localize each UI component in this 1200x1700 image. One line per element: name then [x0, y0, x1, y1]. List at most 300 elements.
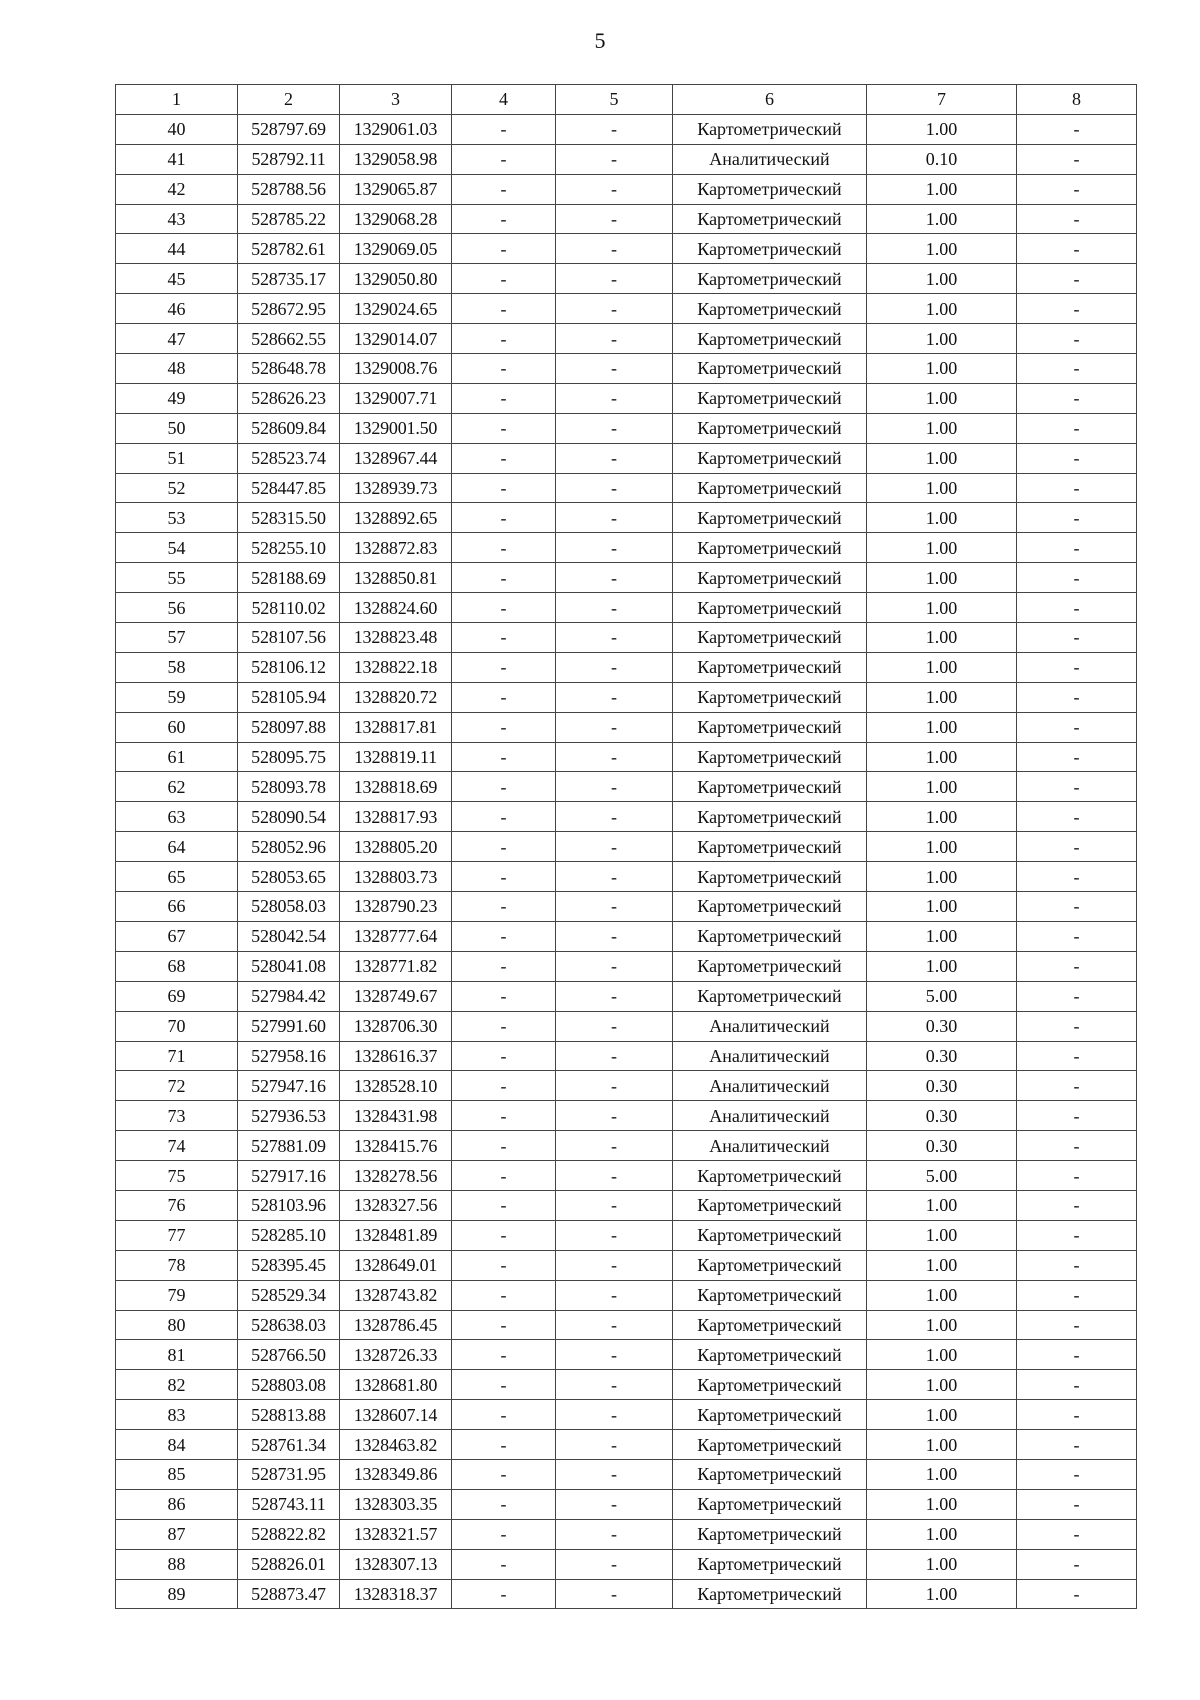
point-number-cell: 49 [116, 383, 238, 413]
table-row [116, 862, 1137, 892]
col4-cell: - [452, 1489, 556, 1519]
col5-cell: - [556, 1430, 673, 1460]
x-coordinate-cell: 528797.69 [238, 114, 340, 144]
method-cell: Картометрический [673, 1489, 867, 1519]
col5-cell: - [556, 652, 673, 682]
point-number-cell: 68 [116, 951, 238, 981]
method-cell: Картометрический [673, 1250, 867, 1280]
col5-cell: - [556, 1579, 673, 1609]
accuracy-cell: 1.00 [867, 652, 1017, 682]
x-coordinate-cell: 527936.53 [238, 1101, 340, 1131]
accuracy-cell: 1.00 [867, 832, 1017, 862]
col5-cell: - [556, 443, 673, 473]
col4-cell: - [452, 742, 556, 772]
col4-cell: - [452, 1101, 556, 1131]
col4-cell: - [452, 234, 556, 264]
col4-cell: - [452, 383, 556, 413]
col4-cell: - [452, 1400, 556, 1430]
x-coordinate-cell: 528638.03 [238, 1310, 340, 1340]
point-number-cell: 67 [116, 921, 238, 951]
col4-cell: - [452, 593, 556, 623]
accuracy-cell: 1.00 [867, 712, 1017, 742]
col4-cell: - [452, 892, 556, 922]
accuracy-cell: 1.00 [867, 264, 1017, 294]
accuracy-cell: 0.30 [867, 1041, 1017, 1071]
col8-cell: - [1017, 981, 1137, 1011]
x-coordinate-cell: 528662.55 [238, 324, 340, 354]
accuracy-cell: 1.00 [867, 114, 1017, 144]
method-cell: Картометрический [673, 593, 867, 623]
col8-cell: - [1017, 503, 1137, 533]
col5-cell: - [556, 1101, 673, 1131]
y-coordinate-cell: 1328872.83 [340, 533, 452, 563]
table-row [116, 204, 1137, 234]
point-number-cell: 75 [116, 1161, 238, 1191]
y-coordinate-cell: 1328481.89 [340, 1220, 452, 1250]
table-row [116, 294, 1137, 324]
x-coordinate-cell: 528782.61 [238, 234, 340, 264]
col8-cell: - [1017, 1310, 1137, 1340]
col5-cell: - [556, 1250, 673, 1280]
point-number-cell: 81 [116, 1340, 238, 1370]
x-coordinate-cell: 528813.88 [238, 1400, 340, 1430]
point-number-cell: 53 [116, 503, 238, 533]
col4-cell: - [452, 354, 556, 384]
col5-cell: - [556, 174, 673, 204]
y-coordinate-cell: 1328786.45 [340, 1310, 452, 1340]
point-number-cell: 86 [116, 1489, 238, 1519]
col5-cell: - [556, 593, 673, 623]
y-coordinate-cell: 1328817.93 [340, 802, 452, 832]
point-number-cell: 69 [116, 981, 238, 1011]
point-number-cell: 85 [116, 1459, 238, 1489]
col8-cell: - [1017, 1340, 1137, 1370]
method-cell: Картометрический [673, 682, 867, 712]
table-row [116, 1101, 1137, 1131]
y-coordinate-cell: 1328681.80 [340, 1370, 452, 1400]
table-row [116, 772, 1137, 802]
method-cell: Картометрический [673, 1549, 867, 1579]
table-row [116, 802, 1137, 832]
x-coordinate-cell: 528873.47 [238, 1579, 340, 1609]
accuracy-cell: 1.00 [867, 802, 1017, 832]
y-coordinate-cell: 1328303.35 [340, 1489, 452, 1519]
method-cell: Картометрический [673, 1430, 867, 1460]
accuracy-cell: 0.30 [867, 1101, 1017, 1131]
accuracy-cell: 1.00 [867, 593, 1017, 623]
col8-cell: - [1017, 204, 1137, 234]
accuracy-cell: 0.10 [867, 144, 1017, 174]
table-row [116, 892, 1137, 922]
table-row [116, 1340, 1137, 1370]
method-cell: Картометрический [673, 413, 867, 443]
col8-cell: - [1017, 294, 1137, 324]
y-coordinate-cell: 1328743.82 [340, 1280, 452, 1310]
method-cell: Картометрический [673, 264, 867, 294]
x-coordinate-cell: 528731.95 [238, 1459, 340, 1489]
table-row [116, 144, 1137, 174]
y-coordinate-cell: 1329001.50 [340, 413, 452, 443]
x-coordinate-cell: 528672.95 [238, 294, 340, 324]
col5-cell: - [556, 413, 673, 443]
accuracy-cell: 1.00 [867, 473, 1017, 503]
method-cell: Картометрический [673, 1459, 867, 1489]
x-coordinate-cell: 528395.45 [238, 1250, 340, 1280]
col4-cell: - [452, 114, 556, 144]
accuracy-cell: 0.30 [867, 1011, 1017, 1041]
y-coordinate-cell: 1328321.57 [340, 1519, 452, 1549]
table-row [116, 712, 1137, 742]
x-coordinate-cell: 527984.42 [238, 981, 340, 1011]
x-coordinate-cell: 528107.56 [238, 623, 340, 653]
col5-cell: - [556, 1459, 673, 1489]
x-coordinate-cell: 528785.22 [238, 204, 340, 234]
y-coordinate-cell: 1328528.10 [340, 1071, 452, 1101]
accuracy-cell: 1.00 [867, 1519, 1017, 1549]
x-coordinate-cell: 528097.88 [238, 712, 340, 742]
table-row [116, 921, 1137, 951]
col8-cell: - [1017, 1011, 1137, 1041]
col4-cell: - [452, 951, 556, 981]
method-cell: Картометрический [673, 832, 867, 862]
col5-cell: - [556, 144, 673, 174]
y-coordinate-cell: 1329024.65 [340, 294, 452, 324]
col8-cell: - [1017, 563, 1137, 593]
y-coordinate-cell: 1329014.07 [340, 324, 452, 354]
table-row [116, 533, 1137, 563]
col4-cell: - [452, 1011, 556, 1041]
accuracy-cell: 1.00 [867, 1459, 1017, 1489]
x-coordinate-cell: 528761.34 [238, 1430, 340, 1460]
point-number-cell: 71 [116, 1041, 238, 1071]
column-header: 1 [116, 85, 238, 115]
col8-cell: - [1017, 1041, 1137, 1071]
col5-cell: - [556, 383, 673, 413]
accuracy-cell: 1.00 [867, 1370, 1017, 1400]
point-number-cell: 70 [116, 1011, 238, 1041]
y-coordinate-cell: 1328616.37 [340, 1041, 452, 1071]
col4-cell: - [452, 832, 556, 862]
col8-cell: - [1017, 383, 1137, 413]
x-coordinate-cell: 528792.11 [238, 144, 340, 174]
point-number-cell: 76 [116, 1190, 238, 1220]
col4-cell: - [452, 1579, 556, 1609]
col8-cell: - [1017, 1489, 1137, 1519]
point-number-cell: 52 [116, 473, 238, 503]
accuracy-cell: 1.00 [867, 413, 1017, 443]
col4-cell: - [452, 144, 556, 174]
method-cell: Картометрический [673, 1310, 867, 1340]
col8-cell: - [1017, 1579, 1137, 1609]
col4-cell: - [452, 473, 556, 503]
method-cell: Картометрический [673, 1161, 867, 1191]
table-header-row [116, 85, 1137, 115]
col4-cell: - [452, 1549, 556, 1579]
table-row [116, 1250, 1137, 1280]
method-cell: Картометрический [673, 951, 867, 981]
y-coordinate-cell: 1328607.14 [340, 1400, 452, 1430]
col5-cell: - [556, 324, 673, 354]
point-number-cell: 59 [116, 682, 238, 712]
col8-cell: - [1017, 1430, 1137, 1460]
point-number-cell: 64 [116, 832, 238, 862]
col8-cell: - [1017, 802, 1137, 832]
accuracy-cell: 1.00 [867, 563, 1017, 593]
x-coordinate-cell: 528826.01 [238, 1549, 340, 1579]
col4-cell: - [452, 1310, 556, 1340]
x-coordinate-cell: 528788.56 [238, 174, 340, 204]
method-cell: Картометрический [673, 802, 867, 832]
col8-cell: - [1017, 264, 1137, 294]
col4-cell: - [452, 862, 556, 892]
y-coordinate-cell: 1328463.82 [340, 1430, 452, 1460]
col4-cell: - [452, 294, 556, 324]
x-coordinate-cell: 527917.16 [238, 1161, 340, 1191]
x-coordinate-cell: 528743.11 [238, 1489, 340, 1519]
col4-cell: - [452, 503, 556, 533]
table-row [116, 383, 1137, 413]
col8-cell: - [1017, 652, 1137, 682]
table-row [116, 593, 1137, 623]
method-cell: Картометрический [673, 862, 867, 892]
accuracy-cell: 5.00 [867, 981, 1017, 1011]
method-cell: Картометрический [673, 503, 867, 533]
y-coordinate-cell: 1329050.80 [340, 264, 452, 294]
method-cell: Картометрический [673, 1400, 867, 1430]
col8-cell: - [1017, 1549, 1137, 1579]
table-row [116, 682, 1137, 712]
x-coordinate-cell: 528105.94 [238, 682, 340, 712]
table-row [116, 1220, 1137, 1250]
col8-cell: - [1017, 1280, 1137, 1310]
col5-cell: - [556, 354, 673, 384]
method-cell: Картометрический [673, 892, 867, 922]
table-row [116, 1011, 1137, 1041]
col5-cell: - [556, 264, 673, 294]
col4-cell: - [452, 1131, 556, 1161]
col4-cell: - [452, 802, 556, 832]
col5-cell: - [556, 1340, 673, 1370]
y-coordinate-cell: 1329068.28 [340, 204, 452, 234]
col8-cell: - [1017, 443, 1137, 473]
col5-cell: - [556, 1011, 673, 1041]
method-cell: Аналитический [673, 1041, 867, 1071]
point-number-cell: 45 [116, 264, 238, 294]
col8-cell: - [1017, 1190, 1137, 1220]
point-number-cell: 56 [116, 593, 238, 623]
method-cell: Картометрический [673, 354, 867, 384]
point-number-cell: 66 [116, 892, 238, 922]
y-coordinate-cell: 1329008.76 [340, 354, 452, 384]
col8-cell: - [1017, 354, 1137, 384]
col5-cell: - [556, 563, 673, 593]
y-coordinate-cell: 1328939.73 [340, 473, 452, 503]
col5-cell: - [556, 503, 673, 533]
table-row [116, 951, 1137, 981]
accuracy-cell: 1.00 [867, 742, 1017, 772]
accuracy-cell: 1.00 [867, 1190, 1017, 1220]
col5-cell: - [556, 204, 673, 234]
col5-cell: - [556, 1041, 673, 1071]
col5-cell: - [556, 682, 673, 712]
y-coordinate-cell: 1329065.87 [340, 174, 452, 204]
x-coordinate-cell: 528188.69 [238, 563, 340, 593]
method-cell: Аналитический [673, 1011, 867, 1041]
point-number-cell: 61 [116, 742, 238, 772]
col8-cell: - [1017, 174, 1137, 204]
accuracy-cell: 1.00 [867, 443, 1017, 473]
column-header: 3 [340, 85, 452, 115]
point-number-cell: 73 [116, 1101, 238, 1131]
col8-cell: - [1017, 1250, 1137, 1280]
x-coordinate-cell: 528095.75 [238, 742, 340, 772]
method-cell: Аналитический [673, 144, 867, 174]
table-row [116, 174, 1137, 204]
y-coordinate-cell: 1328649.01 [340, 1250, 452, 1280]
col4-cell: - [452, 563, 556, 593]
col5-cell: - [556, 1489, 673, 1519]
col4-cell: - [452, 1161, 556, 1191]
point-number-cell: 43 [116, 204, 238, 234]
method-cell: Картометрический [673, 1519, 867, 1549]
col5-cell: - [556, 1549, 673, 1579]
col8-cell: - [1017, 892, 1137, 922]
method-cell: Картометрический [673, 1280, 867, 1310]
accuracy-cell: 1.00 [867, 383, 1017, 413]
col8-cell: - [1017, 1220, 1137, 1250]
y-coordinate-cell: 1328967.44 [340, 443, 452, 473]
column-header: 4 [452, 85, 556, 115]
table-row [116, 1131, 1137, 1161]
col8-cell: - [1017, 623, 1137, 653]
x-coordinate-cell: 528609.84 [238, 413, 340, 443]
accuracy-cell: 1.00 [867, 951, 1017, 981]
point-number-cell: 50 [116, 413, 238, 443]
y-coordinate-cell: 1328803.73 [340, 862, 452, 892]
method-cell: Картометрический [673, 712, 867, 742]
table-row [116, 1400, 1137, 1430]
x-coordinate-cell: 528447.85 [238, 473, 340, 503]
col5-cell: - [556, 114, 673, 144]
accuracy-cell: 1.00 [867, 1280, 1017, 1310]
x-coordinate-cell: 528093.78 [238, 772, 340, 802]
y-coordinate-cell: 1328823.48 [340, 623, 452, 653]
x-coordinate-cell: 528103.96 [238, 1190, 340, 1220]
y-coordinate-cell: 1328327.56 [340, 1190, 452, 1220]
method-cell: Аналитический [673, 1131, 867, 1161]
method-cell: Аналитический [673, 1071, 867, 1101]
table-row [116, 1370, 1137, 1400]
col5-cell: - [556, 1071, 673, 1101]
method-cell: Картометрический [673, 623, 867, 653]
col5-cell: - [556, 1131, 673, 1161]
col4-cell: - [452, 324, 556, 354]
method-cell: Картометрический [673, 563, 867, 593]
x-coordinate-cell: 527947.16 [238, 1071, 340, 1101]
coordinates-table [115, 84, 1137, 1609]
x-coordinate-cell: 528058.03 [238, 892, 340, 922]
col5-cell: - [556, 1400, 673, 1430]
x-coordinate-cell: 528255.10 [238, 533, 340, 563]
point-number-cell: 65 [116, 862, 238, 892]
accuracy-cell: 1.00 [867, 1430, 1017, 1460]
accuracy-cell: 1.00 [867, 503, 1017, 533]
table-row [116, 1161, 1137, 1191]
column-header: 6 [673, 85, 867, 115]
col8-cell: - [1017, 712, 1137, 742]
col5-cell: - [556, 1280, 673, 1310]
point-number-cell: 54 [116, 533, 238, 563]
accuracy-cell: 1.00 [867, 1250, 1017, 1280]
table-row [116, 1310, 1137, 1340]
col5-cell: - [556, 533, 673, 563]
y-coordinate-cell: 1328818.69 [340, 772, 452, 802]
method-cell: Картометрический [673, 473, 867, 503]
y-coordinate-cell: 1328749.67 [340, 981, 452, 1011]
method-cell: Картометрический [673, 443, 867, 473]
table-row [116, 623, 1137, 653]
table-row [116, 1190, 1137, 1220]
point-number-cell: 46 [116, 294, 238, 324]
col8-cell: - [1017, 473, 1137, 503]
table-row [116, 1489, 1137, 1519]
column-header: 8 [1017, 85, 1137, 115]
col8-cell: - [1017, 772, 1137, 802]
accuracy-cell: 1.00 [867, 682, 1017, 712]
point-number-cell: 87 [116, 1519, 238, 1549]
point-number-cell: 48 [116, 354, 238, 384]
col8-cell: - [1017, 832, 1137, 862]
table-row [116, 1071, 1137, 1101]
col4-cell: - [452, 443, 556, 473]
x-coordinate-cell: 527881.09 [238, 1131, 340, 1161]
col4-cell: - [452, 772, 556, 802]
col8-cell: - [1017, 1161, 1137, 1191]
col5-cell: - [556, 1220, 673, 1250]
method-cell: Картометрический [673, 234, 867, 264]
col4-cell: - [452, 533, 556, 563]
col5-cell: - [556, 623, 673, 653]
accuracy-cell: 1.00 [867, 1340, 1017, 1370]
col5-cell: - [556, 234, 673, 264]
col4-cell: - [452, 712, 556, 742]
point-number-cell: 80 [116, 1310, 238, 1340]
accuracy-cell: 1.00 [867, 234, 1017, 264]
accuracy-cell: 0.30 [867, 1071, 1017, 1101]
accuracy-cell: 1.00 [867, 204, 1017, 234]
y-coordinate-cell: 1329061.03 [340, 114, 452, 144]
accuracy-cell: 5.00 [867, 1161, 1017, 1191]
point-number-cell: 44 [116, 234, 238, 264]
point-number-cell: 51 [116, 443, 238, 473]
y-coordinate-cell: 1328820.72 [340, 682, 452, 712]
method-cell: Картометрический [673, 533, 867, 563]
y-coordinate-cell: 1328892.65 [340, 503, 452, 533]
col4-cell: - [452, 1519, 556, 1549]
table-row [116, 1280, 1137, 1310]
col8-cell: - [1017, 1101, 1137, 1131]
point-number-cell: 88 [116, 1549, 238, 1579]
accuracy-cell: 1.00 [867, 772, 1017, 802]
col4-cell: - [452, 652, 556, 682]
x-coordinate-cell: 528041.08 [238, 951, 340, 981]
table-row [116, 234, 1137, 264]
x-coordinate-cell: 527958.16 [238, 1041, 340, 1071]
table-row [116, 652, 1137, 682]
table-row [116, 473, 1137, 503]
method-cell: Картометрический [673, 383, 867, 413]
table-row [116, 1549, 1137, 1579]
